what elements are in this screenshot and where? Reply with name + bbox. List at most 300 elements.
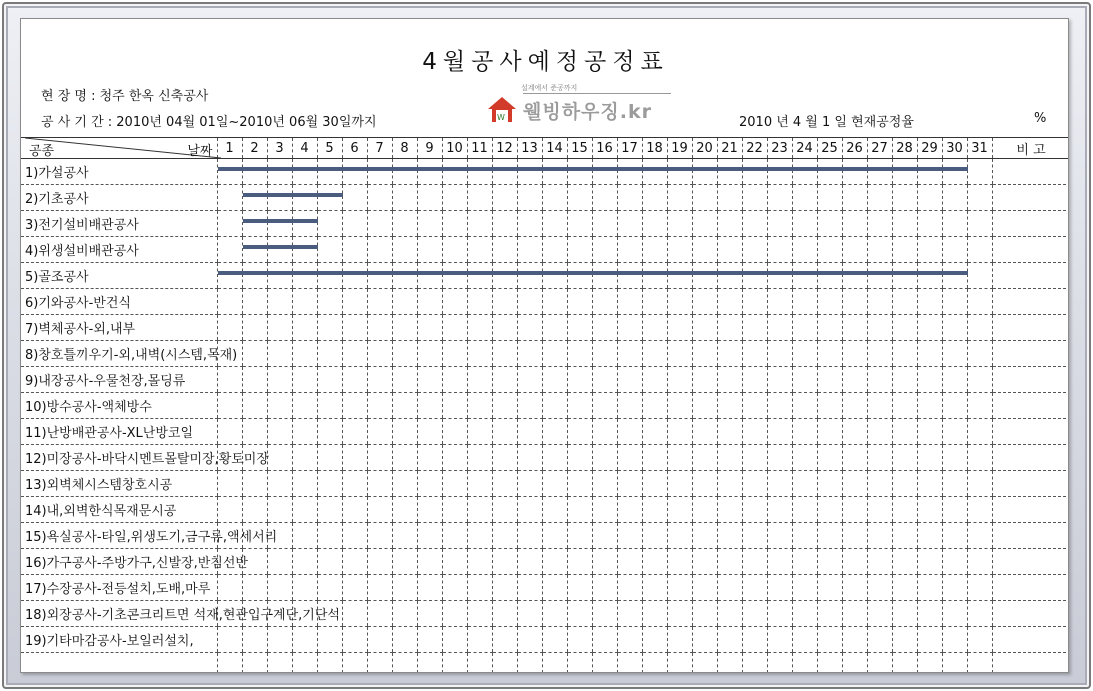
blank-cell [742, 653, 767, 673]
day-cell [542, 549, 567, 575]
day-cell [342, 575, 367, 601]
blank-cell [267, 653, 292, 673]
blank-cell [617, 653, 642, 673]
day-cell [867, 159, 892, 185]
day-cell [842, 601, 867, 627]
day-cell [342, 627, 367, 653]
day-cell [392, 523, 417, 549]
day-cell [517, 289, 542, 315]
day-cell [292, 419, 317, 445]
day-cell [767, 315, 792, 341]
day-cell [417, 419, 442, 445]
day-cell [467, 185, 492, 211]
day-cell [242, 393, 267, 419]
day-cell [967, 601, 992, 627]
day-cell [292, 315, 317, 341]
day-cell [492, 601, 517, 627]
site-label: 현 장 명 : [41, 89, 100, 104]
day-header: 23 [767, 138, 792, 159]
day-cell [942, 445, 967, 471]
day-cell [842, 575, 867, 601]
day-cell [517, 315, 542, 341]
day-cell [942, 523, 967, 549]
day-header: 1 [217, 138, 242, 159]
day-cell [917, 393, 942, 419]
day-cell [592, 419, 617, 445]
day-cell [817, 471, 842, 497]
day-cell [517, 445, 542, 471]
day-cell [717, 471, 742, 497]
day-cell [367, 549, 392, 575]
task-row [21, 419, 1069, 445]
day-cell [717, 497, 742, 523]
day-cell [842, 367, 867, 393]
day-cell [367, 419, 392, 445]
day-cell [892, 419, 917, 445]
day-cell [817, 419, 842, 445]
day-cell [692, 445, 717, 471]
day-cell [542, 159, 567, 185]
day-cell [842, 445, 867, 471]
day-cell [217, 367, 242, 393]
day-cell [392, 419, 417, 445]
day-cell [742, 445, 767, 471]
day-cell [967, 627, 992, 653]
day-cell [967, 367, 992, 393]
day-cell [467, 341, 492, 367]
day-cell [467, 367, 492, 393]
day-cell [692, 367, 717, 393]
day-cell [567, 341, 592, 367]
blank-cell [317, 653, 342, 673]
day-cell [717, 393, 742, 419]
day-cell [217, 289, 242, 315]
day-cell [817, 601, 842, 627]
day-cell [692, 419, 717, 445]
day-cell [817, 289, 842, 315]
day-cell [317, 549, 342, 575]
day-cell [942, 393, 967, 419]
day-header: 15 [567, 138, 592, 159]
day-cell [642, 601, 667, 627]
day-cell [417, 601, 442, 627]
day-cell [417, 263, 442, 289]
day-cell [717, 289, 742, 315]
day-cell [667, 549, 692, 575]
day-cell [492, 185, 517, 211]
day-cell [942, 341, 967, 367]
day-cell [592, 445, 617, 471]
day-cell [892, 575, 917, 601]
day-cell [292, 497, 317, 523]
day-cell [917, 289, 942, 315]
day-cell [742, 289, 767, 315]
day-cell [617, 471, 642, 497]
blank-cell [592, 653, 617, 673]
day-cell [442, 341, 467, 367]
day-cell [767, 289, 792, 315]
day-cell [917, 211, 942, 237]
day-cell [367, 497, 392, 523]
day-header: 28 [892, 138, 917, 159]
day-cell [217, 471, 242, 497]
day-cell [742, 263, 767, 289]
remark-cell [992, 445, 1069, 471]
day-cell [342, 471, 367, 497]
day-cell [817, 185, 842, 211]
day-cell [842, 341, 867, 367]
day-header: 30 [942, 138, 967, 159]
day-cell [792, 185, 817, 211]
day-cell [517, 263, 542, 289]
day-cell [617, 263, 642, 289]
period-info [41, 111, 377, 130]
day-cell [867, 315, 892, 341]
day-cell [542, 575, 567, 601]
day-cell [917, 237, 942, 263]
day-cell [892, 263, 917, 289]
day-cell [517, 419, 542, 445]
day-cell [717, 211, 742, 237]
day-cell [217, 575, 242, 601]
day-cell [592, 289, 617, 315]
day-cell [592, 211, 617, 237]
day-cell [242, 185, 267, 211]
day-cell [917, 445, 942, 471]
task-row [21, 445, 1069, 471]
day-cell [692, 159, 717, 185]
day-cell [567, 393, 592, 419]
day-cell [817, 393, 842, 419]
day-cell [342, 549, 367, 575]
day-cell [517, 497, 542, 523]
day-header: 27 [867, 138, 892, 159]
task-row [21, 367, 1069, 393]
day-cell [392, 263, 417, 289]
day-header: 19 [667, 138, 692, 159]
day-cell [967, 497, 992, 523]
day-cell [592, 601, 617, 627]
day-cell [817, 627, 842, 653]
day-cell [467, 211, 492, 237]
day-cell [392, 471, 417, 497]
day-cell [892, 289, 917, 315]
day-cell [467, 497, 492, 523]
task-row [21, 185, 1069, 211]
day-cell [442, 471, 467, 497]
day-cell [267, 237, 292, 263]
day-cell [767, 575, 792, 601]
day-cell [317, 263, 342, 289]
day-header: 11 [467, 138, 492, 159]
day-cell [967, 341, 992, 367]
day-cell [292, 159, 317, 185]
day-cell [792, 393, 817, 419]
day-cell [617, 497, 642, 523]
day-cell [967, 263, 992, 289]
day-cell [792, 367, 817, 393]
day-cell [267, 341, 292, 367]
day-cell [592, 497, 617, 523]
day-cell [867, 237, 892, 263]
day-cell [517, 237, 542, 263]
day-cell [242, 471, 267, 497]
day-cell [767, 393, 792, 419]
day-cell [342, 497, 367, 523]
day-cell [842, 211, 867, 237]
day-cell [642, 237, 667, 263]
blank-cell [542, 653, 567, 673]
day-cell [517, 627, 542, 653]
day-cell [542, 367, 567, 393]
blank-cell [792, 653, 817, 673]
day-cell [892, 393, 917, 419]
watermark-logo [483, 83, 693, 127]
day-cell [442, 575, 467, 601]
day-header: 18 [642, 138, 667, 159]
day-cell [567, 445, 592, 471]
day-cell [467, 575, 492, 601]
remark-cell [992, 601, 1069, 627]
day-header: 20 [692, 138, 717, 159]
day-cell [442, 237, 467, 263]
day-cell [617, 445, 642, 471]
blank-cell [417, 653, 442, 673]
day-cell [417, 237, 442, 263]
day-cell [767, 419, 792, 445]
task-name: 6)기와공사-반건식 [21, 289, 217, 315]
day-cell [267, 445, 292, 471]
day-cell [842, 263, 867, 289]
day-cell [442, 367, 467, 393]
task-row [21, 315, 1069, 341]
day-cell [742, 341, 767, 367]
day-cell [567, 211, 592, 237]
day-cell [292, 445, 317, 471]
day-cell [317, 289, 342, 315]
day-cell [392, 315, 417, 341]
day-cell [867, 185, 892, 211]
day-cell [767, 367, 792, 393]
day-cell [742, 497, 767, 523]
day-cell [667, 367, 692, 393]
day-cell [642, 445, 667, 471]
day-cell [617, 601, 642, 627]
day-cell [517, 471, 542, 497]
day-cell [542, 263, 567, 289]
day-cell [342, 237, 367, 263]
remark-header: 비 고 [992, 138, 1069, 159]
day-cell [767, 601, 792, 627]
day-cell [892, 341, 917, 367]
task-row [21, 523, 1069, 549]
day-cell [817, 315, 842, 341]
day-cell [342, 159, 367, 185]
day-cell [742, 185, 767, 211]
day-header: 13 [517, 138, 542, 159]
remark-cell [992, 627, 1069, 653]
day-cell [667, 289, 692, 315]
day-cell [767, 185, 792, 211]
day-cell [417, 445, 442, 471]
day-cell [367, 211, 392, 237]
day-cell [642, 497, 667, 523]
day-cell [567, 419, 592, 445]
day-cell [867, 549, 892, 575]
work-type-header: 공종 [29, 144, 55, 159]
day-cell [767, 211, 792, 237]
day-cell [217, 627, 242, 653]
remark-cell [992, 185, 1069, 211]
header-row [21, 138, 1069, 159]
blank-cell [867, 653, 892, 673]
day-cell [317, 393, 342, 419]
day-cell [942, 575, 967, 601]
day-cell [442, 159, 467, 185]
day-cell [492, 393, 517, 419]
day-header: 21 [717, 138, 742, 159]
day-cell [617, 523, 642, 549]
day-cell [567, 289, 592, 315]
blank-cell [642, 653, 667, 673]
day-cell [267, 419, 292, 445]
day-cell [617, 237, 642, 263]
day-cell [492, 445, 517, 471]
day-cell [942, 419, 967, 445]
day-cell [942, 549, 967, 575]
day-cell [517, 159, 542, 185]
day-cell [817, 237, 842, 263]
day-cell [392, 601, 417, 627]
day-cell [967, 315, 992, 341]
blank-cell [992, 653, 1069, 673]
day-cell [517, 523, 542, 549]
remark-cell [992, 393, 1069, 419]
day-cell [767, 263, 792, 289]
day-cell [717, 601, 742, 627]
day-header: 24 [792, 138, 817, 159]
day-cell [392, 627, 417, 653]
day-cell [242, 263, 267, 289]
day-cell [317, 367, 342, 393]
day-header: 5 [317, 138, 342, 159]
day-cell [642, 211, 667, 237]
day-cell [492, 627, 517, 653]
logo-divider [523, 93, 671, 94]
task-row [21, 575, 1069, 601]
day-cell [617, 367, 642, 393]
day-cell [417, 341, 442, 367]
day-cell [317, 575, 342, 601]
day-header: 4 [292, 138, 317, 159]
day-cell [967, 237, 992, 263]
day-cell [817, 523, 842, 549]
day-cell [967, 549, 992, 575]
day-cell [792, 341, 817, 367]
task-row [21, 627, 1069, 653]
day-cell [742, 523, 767, 549]
day-cell [742, 575, 767, 601]
day-cell [892, 237, 917, 263]
day-cell [417, 523, 442, 549]
day-cell [642, 471, 667, 497]
day-cell [217, 393, 242, 419]
day-cell [717, 315, 742, 341]
day-cell [417, 289, 442, 315]
day-cell [467, 159, 492, 185]
day-cell [417, 497, 442, 523]
day-cell [892, 445, 917, 471]
day-cell [542, 211, 567, 237]
day-cell [792, 575, 817, 601]
day-cell [642, 185, 667, 211]
day-cell [867, 471, 892, 497]
blank-cell [467, 653, 492, 673]
day-cell [567, 185, 592, 211]
day-cell [817, 367, 842, 393]
blank-cell [917, 653, 942, 673]
day-cell [417, 159, 442, 185]
day-cell [792, 471, 817, 497]
day-cell [292, 289, 317, 315]
day-cell [892, 627, 917, 653]
day-cell [367, 315, 392, 341]
day-cell [567, 237, 592, 263]
task-row [21, 471, 1069, 497]
logo-text: 웰빙하우징.kr [523, 101, 652, 123]
day-cell [942, 627, 967, 653]
day-cell [342, 263, 367, 289]
house-logo-icon [487, 95, 517, 123]
remark-cell [992, 341, 1069, 367]
day-cell [217, 497, 242, 523]
day-cell [842, 393, 867, 419]
day-cell [442, 523, 467, 549]
day-cell [917, 367, 942, 393]
day-header: 12 [492, 138, 517, 159]
day-cell [317, 471, 342, 497]
day-cell [567, 263, 592, 289]
day-cell [842, 159, 867, 185]
day-cell [617, 627, 642, 653]
day-cell [442, 263, 467, 289]
day-cell [742, 471, 767, 497]
day-cell [492, 211, 517, 237]
day-cell [367, 393, 392, 419]
day-cell [817, 549, 842, 575]
task-name: 13)외벽체시스템창호시공 [21, 471, 217, 497]
day-cell [667, 393, 692, 419]
day-cell [467, 419, 492, 445]
day-cell [592, 549, 617, 575]
day-cell [392, 185, 417, 211]
day-cell [692, 237, 717, 263]
day-cell [392, 575, 417, 601]
day-cell [342, 341, 367, 367]
period-label: 공 사 기 간 : [41, 115, 117, 130]
day-cell [792, 497, 817, 523]
day-cell [892, 471, 917, 497]
day-header: 25 [817, 138, 842, 159]
remark-cell [992, 419, 1069, 445]
blank-cell [242, 653, 267, 673]
day-cell [342, 289, 367, 315]
day-cell [842, 419, 867, 445]
day-cell [642, 367, 667, 393]
day-cell [742, 549, 767, 575]
day-cell [792, 523, 817, 549]
day-cell [792, 601, 817, 627]
